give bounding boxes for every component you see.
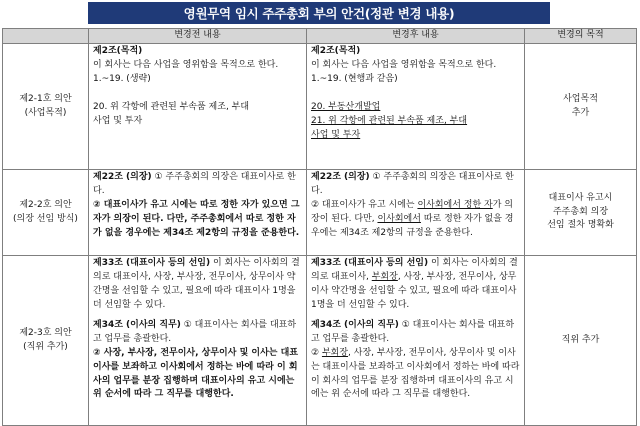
header-after: 변경후 내용 xyxy=(307,29,525,44)
header-row xyxy=(3,29,637,44)
agenda-label: 제2-2호 의안 (의장 선임 방식) xyxy=(3,170,89,256)
page-title: 영원무역 임시 주주총회 부의 안건(정관 변경 내용) xyxy=(88,2,550,24)
after-text: 제22조 (의장) ① 주주총회의 의장은 대표이사로 한다. ② 대표이사가 유고 시에는 이사회에서 정한 자가 의장이 된다. 다만, 이사회에서 따로 정한 자가 없을 경우에는 제34조 제2항의 규정을 준용한다. xyxy=(307,170,525,256)
table-row xyxy=(3,256,637,426)
before-text: 제33조 (대표이사 등의 선임) 이 회사는 이사회의 결의로 대표이사, 사장, 부사장, 전무이사, 상무이사 약간명을 선임할 수 있고, 필요에 따라 대표이사 1명을 더 선임할 수 있다. 제34조 (이사의 직무) ① 대표이사는 회사를 대표하고 업무를 총괄한다. ② 사장, 부사장, 전무이사, 상무이사 및 이사는 대표이사를 보좌하고 이사회에서 정하는 바에 따라 이 회사의 업무를 분장 집행하며 대표이사의 유고 시에는 위 순서에 따라 그 직무를 대행한다. xyxy=(89,256,307,426)
agenda-label: 제2-3호 의안 (직위 추가) xyxy=(3,256,89,426)
header-purpose: 변경의 목적 xyxy=(525,29,637,44)
after-text: 제2조(목적) 이 회사는 다음 사업을 영위함을 목적으로 한다. 1.~19. (현행과 같음) 20. 부동산개발업 21. 위 각항에 관련된 부속품 제조, 부대 사업 및 투자 xyxy=(307,44,525,170)
header-before: 변경전 내용 xyxy=(89,29,307,44)
header-item xyxy=(3,29,89,44)
table-row xyxy=(3,170,637,256)
purpose-text: 직위 추가 xyxy=(525,256,637,426)
amendment-table xyxy=(2,28,637,426)
table-row xyxy=(3,44,637,170)
before-text: 제2조(목적) 이 회사는 다음 사업을 영위함을 목적으로 한다. 1.~19. (생략) 20. 위 각항에 관련된 부속품 제조, 부대 사업 및 투자 xyxy=(89,44,307,170)
purpose-text: 대표이사 유고시 주주총회 의장 선임 절차 명확화 xyxy=(525,170,637,256)
before-text: 제22조 (의장) ① 주주총회의 의장은 대표이사로 한다. ② 대표이사가 유고 시에는 따로 정한 자가 있으면 그 자가 의장이 된다. 다만, 주주총회에서 따로 정한 자가 없을 경우에는 제34조 제2항의 규정을 준용한다. xyxy=(89,170,307,256)
purpose-text: 사업목적 추가 xyxy=(525,44,637,170)
after-text: 제33조 (대표이사 등의 선임) 이 회사는 이사회의 결의로 대표이사, 부회장, 사장, 부사장, 전무이사, 상무이사 약간명을 선임할 수 있고, 필요에 따라 대표이사 1명을 더 선임할 수 있다. 제34조 (이사의 직무) ① 대표이사는 회사를 대표하고 업무를 총괄한다. ② 부회장, 사장, 부사장, 전무이사, 상무이사 및 이사는 대표이사를 보좌하고 이사회에서 정하는 바에 따라 이 회사의 업무를 분장 집행하며 대표이사의 유고 시에는 위 순서에 따라 그 직무를 대행한다. xyxy=(307,256,525,426)
agenda-label: 제2-1호 의안 (사업목적) xyxy=(3,44,89,170)
